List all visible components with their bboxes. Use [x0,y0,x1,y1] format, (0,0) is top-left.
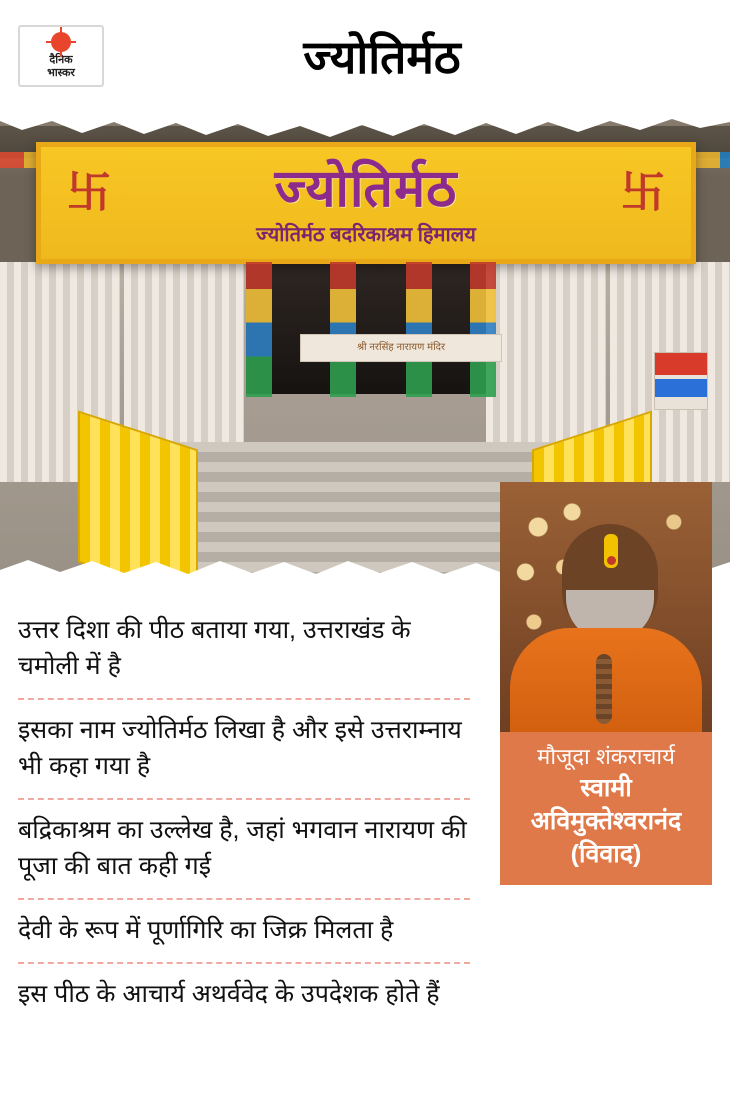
signboard-sub-text: ज्योतिर्मठ बदरिकाश्रम हिमालय [256,223,476,246]
list-item: देवी के रूप में पूर्णागिरि का जिक्र मिलता है [18,900,470,964]
swastika-icon: 卐 [67,168,111,217]
logo-line-1: दैनिक [49,54,73,66]
poster-top-band [655,353,707,375]
list-item: इस पीठ के आचार्य अथर्ववेद के उपदेशक होते हैं [18,980,440,1008]
portrait-caption [500,732,712,885]
page-title: ज्योतिर्मठ [303,31,461,83]
jyotirmath-signboard [36,142,696,264]
facts-list [0,600,470,1026]
temple-pillar [470,262,496,397]
swastika-icon: 卐 [621,168,665,217]
logo-line-2: भास्कर [47,67,75,79]
caption-role: मौजूदा शंकराचार्य [537,744,675,769]
list-item: इसका नाम ज्योतिर्मठ लिखा है और इसे उत्तराम्नाय भी कहा गया है [18,700,470,800]
rudraksha-mala-icon [596,654,612,724]
caption-name-line-2: अविमुक्तेश्वरानंद [530,807,682,835]
signboard-main-text: ज्योतिर्मठ [274,159,458,218]
page-header [0,0,730,112]
temple-pillar [246,262,272,397]
temple-pillar [406,262,432,397]
temple-pillar [330,262,356,397]
dainik-bhaskar-logo [18,25,104,87]
caption-name-line-3: (विवाद) [570,840,642,868]
temple-inner-hall [246,264,492,394]
bindi-icon [607,556,616,565]
poster-bottom-band [655,379,707,397]
wall-poster [654,352,708,410]
facts-section [0,582,730,1100]
list-item: बद्रिकाश्रम का उल्लेख है, जहां भगवान नारायण की पूजा की बात कही गई [18,800,470,900]
list-item: उत्तर दिशा की पीठ बताया गया, उत्तराखंड के चमोली में है [18,600,470,700]
inner-temple-sign: श्री नरसिंह नारायण मंदिर [300,334,502,362]
portrait-photo [500,482,712,732]
sun-icon [51,32,71,52]
caption-name-line-1: स्वामी [580,774,632,802]
current-shankaracharya-portrait [500,482,712,885]
